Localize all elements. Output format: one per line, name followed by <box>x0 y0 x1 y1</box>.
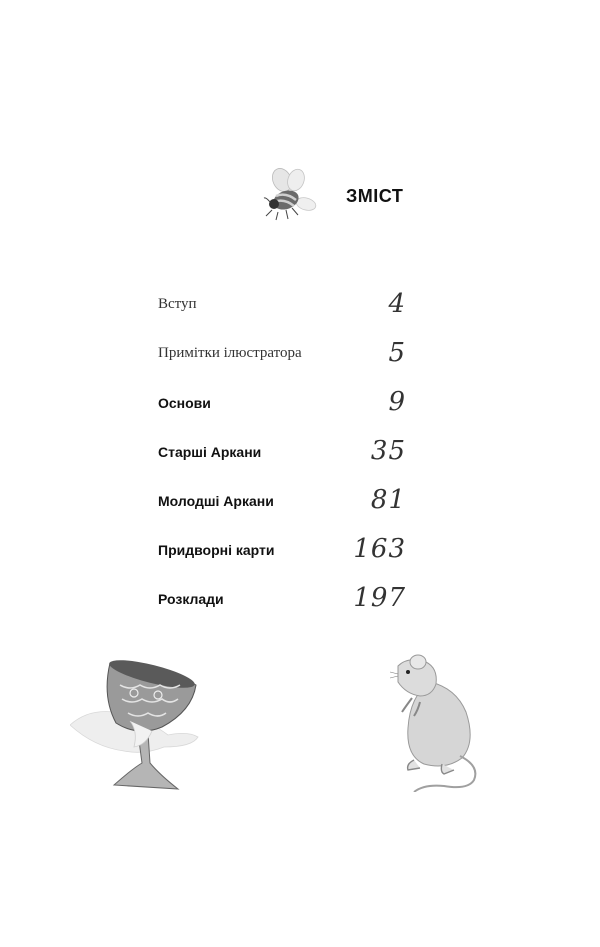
toc-page-number: 35 <box>370 436 406 466</box>
toc-label: Вступ <box>158 296 197 312</box>
toc-page-number: 5 <box>388 338 406 368</box>
toc-row-intro[interactable] <box>158 276 408 325</box>
toc-row-illustrator-notes[interactable] <box>158 325 408 374</box>
toc-row-minor-arcana[interactable] <box>158 472 408 521</box>
toc-label: Розклади <box>158 591 224 607</box>
toc-row-court-cards[interactable] <box>158 521 408 570</box>
toc-row-major-arcana[interactable] <box>158 423 408 472</box>
toc-page-number: 9 <box>388 387 406 417</box>
toc-page-number: 4 <box>388 289 406 319</box>
toc-label: Примітки ілюстратора <box>158 345 302 361</box>
toc-label: Основи <box>158 395 211 411</box>
contents-heading <box>262 166 403 226</box>
mouse-icon <box>390 652 485 792</box>
chalice-in-hand-icon <box>70 655 205 795</box>
toc-row-spreads[interactable] <box>158 570 408 619</box>
contents-title: ЗМІСТ <box>346 185 404 206</box>
toc-page-number: 197 <box>353 583 406 613</box>
toc-label: Старші Аркани <box>158 444 262 460</box>
bee-icon <box>262 166 320 226</box>
toc-label: Придворні карти <box>158 542 275 558</box>
toc-page-number: 163 <box>353 534 406 564</box>
toc-page-number: 81 <box>370 485 406 515</box>
toc-label: Молодші Аркани <box>158 493 274 509</box>
toc-row-basics[interactable] <box>158 374 408 423</box>
table-of-contents <box>158 276 408 619</box>
